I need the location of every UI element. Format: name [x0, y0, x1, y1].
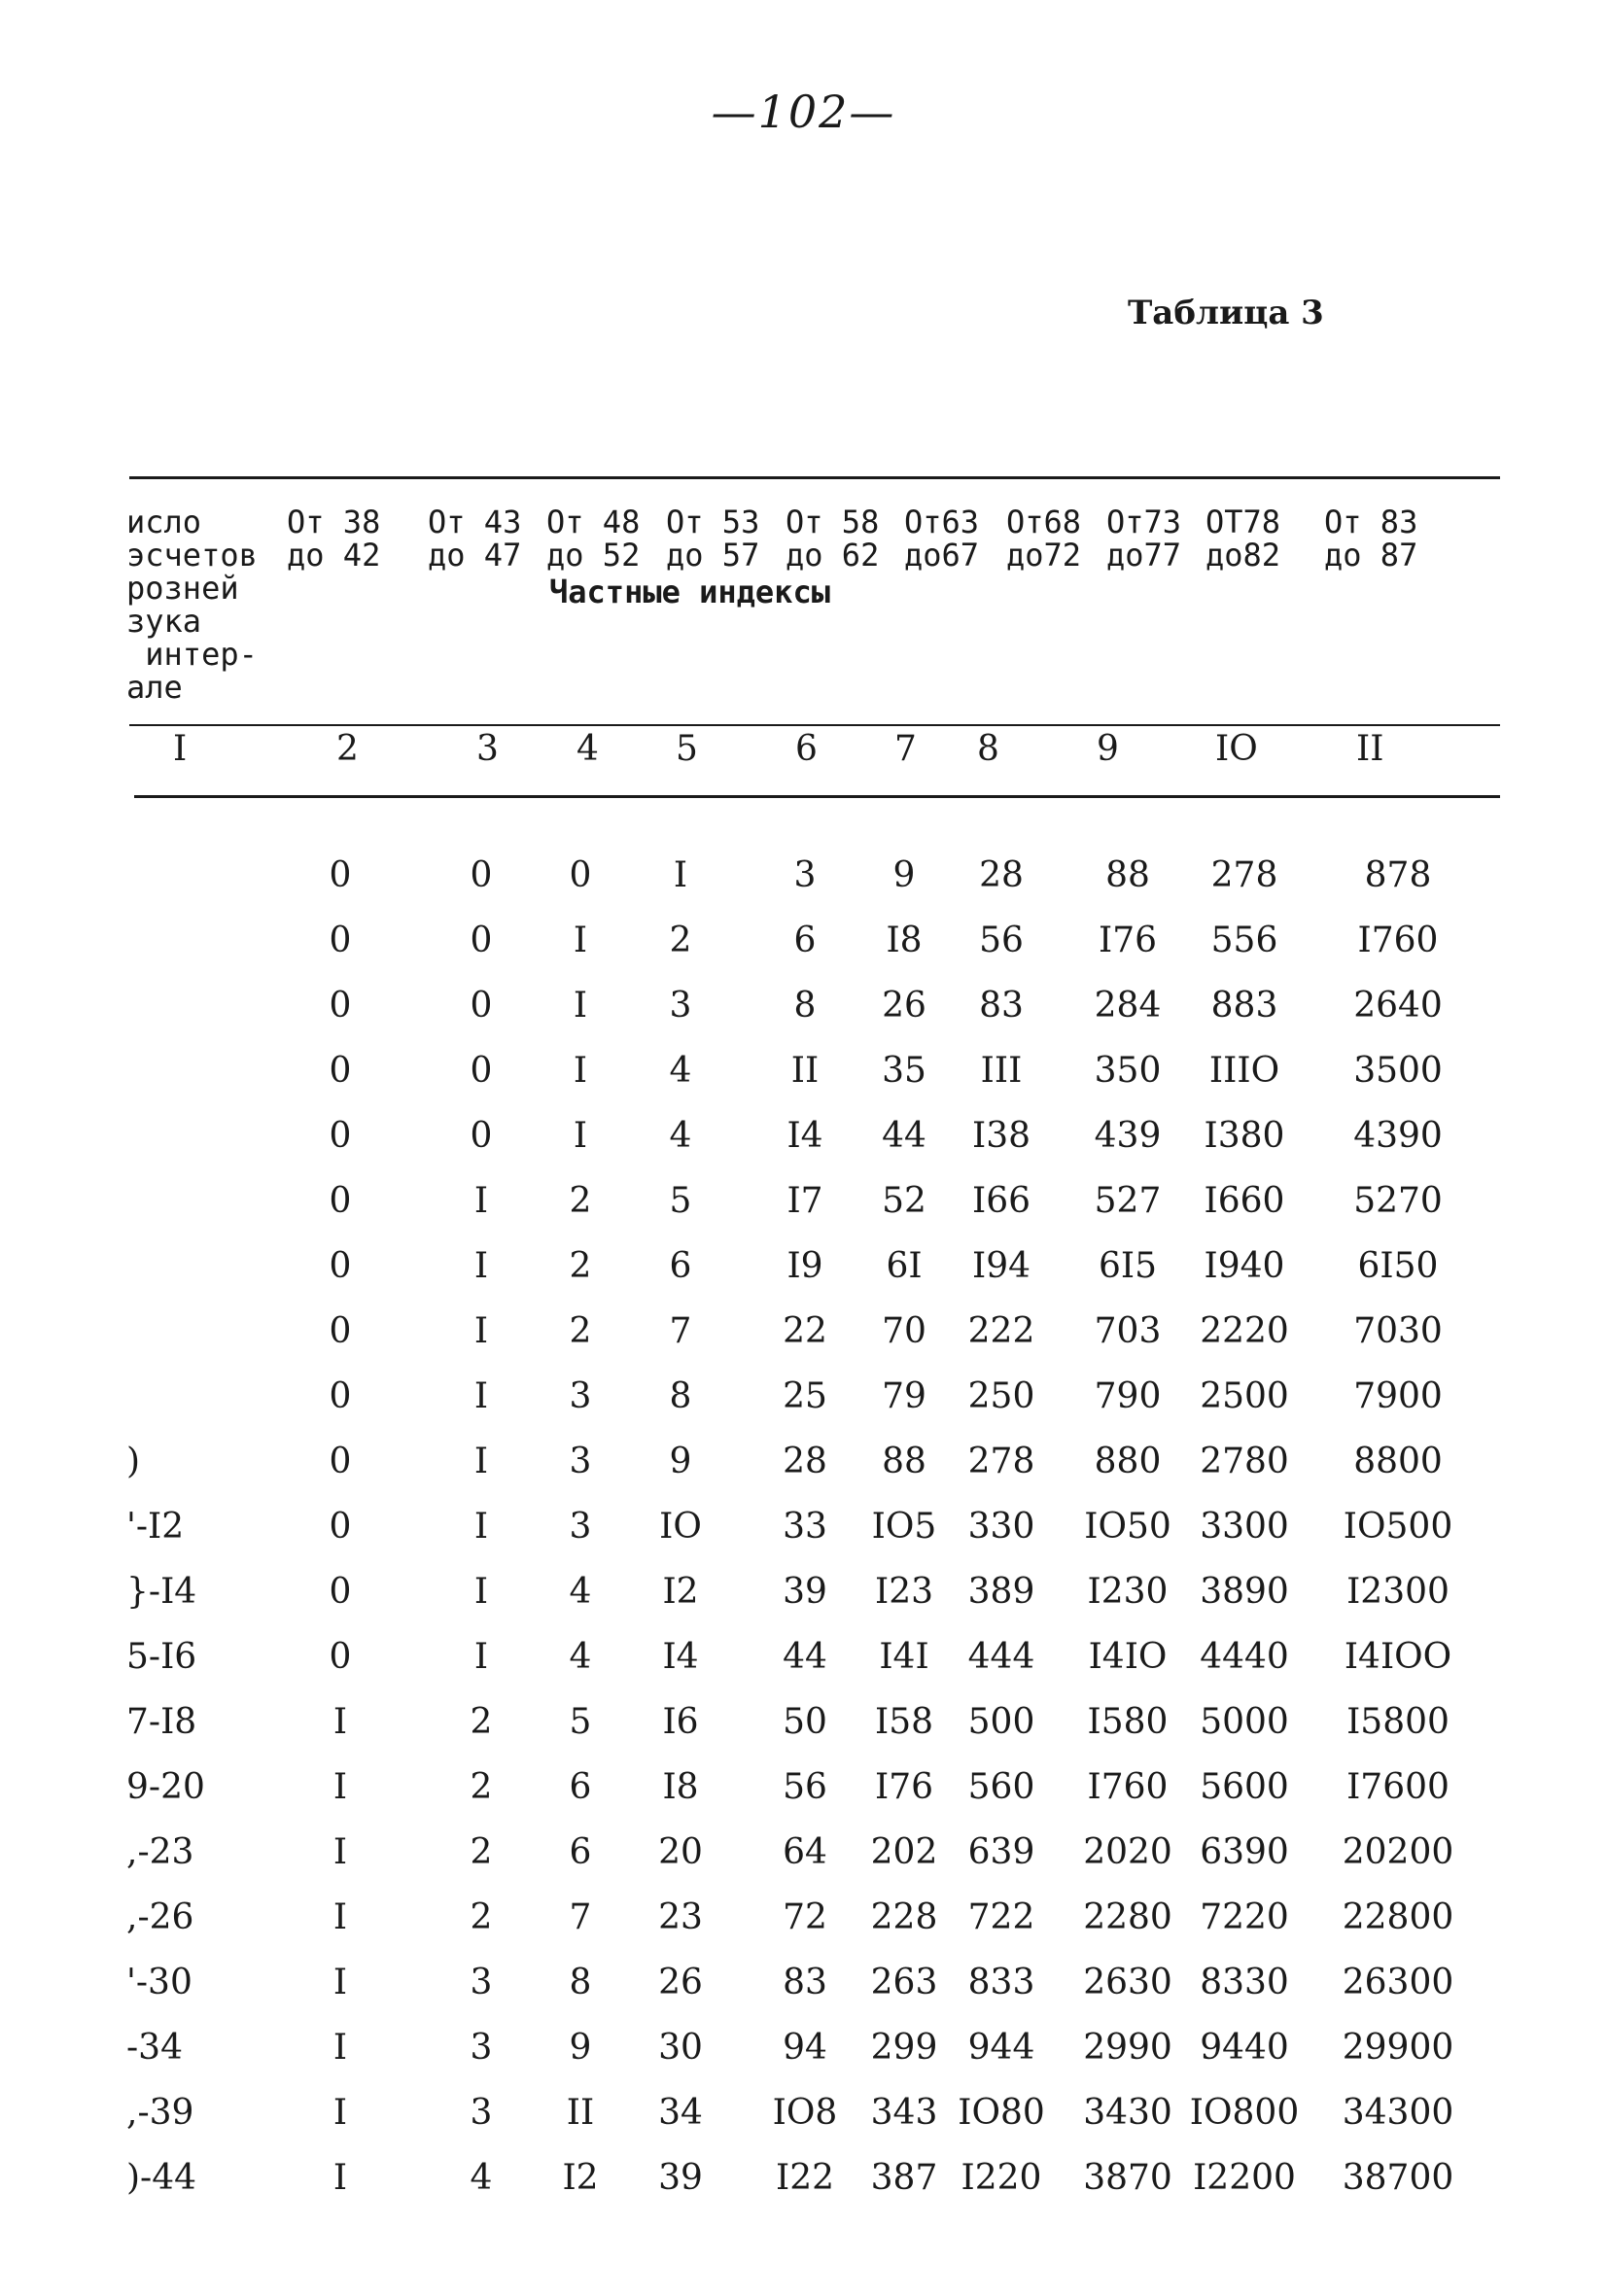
table-cell: 527 [1094, 1181, 1162, 1221]
table-cell: IO80 [958, 2093, 1045, 2133]
table-cell: 4390 [1353, 1116, 1443, 1156]
table-cell: 35 [882, 1051, 926, 1091]
table-cell: IO50 [1084, 1507, 1171, 1547]
table-cell: 2990 [1083, 2028, 1172, 2068]
table-cell: 9 [569, 2028, 592, 2068]
table-cell: I [332, 2028, 348, 2068]
table-cell: 34 [658, 2093, 703, 2133]
table-cell: 2 [669, 921, 692, 960]
table-cell: 343 [870, 2093, 938, 2133]
table-cell: IO [659, 1507, 702, 1547]
column-number: II [1356, 729, 1384, 769]
table-cell: 9440 [1200, 2028, 1289, 2068]
table-cell: I5800 [1346, 1702, 1450, 1742]
table-cell: 0 [329, 986, 352, 1026]
table-cell: 7030 [1353, 1311, 1443, 1351]
table-cell: 88 [882, 1442, 926, 1481]
table-cell: I [473, 1311, 489, 1351]
table-cell: 5 [669, 1181, 692, 1221]
table-cell: 26 [882, 986, 926, 1026]
table-cell: 0 [329, 1376, 352, 1416]
table-cell: 0 [329, 1311, 352, 1351]
table-cell: I580 [1087, 1702, 1169, 1742]
table-cell: 0 [329, 1572, 352, 1612]
table-cell: 0 [470, 986, 493, 1026]
table-cell: 3300 [1200, 1507, 1289, 1547]
table-cell: 0 [329, 1051, 352, 1091]
table-cell: I [332, 1767, 348, 1807]
table-cell: 3870 [1083, 2158, 1172, 2198]
table-cell: IO800 [1189, 2093, 1300, 2133]
table-cell: I230 [1087, 1572, 1169, 1612]
table-cell: 6 [569, 1767, 592, 1807]
table-cell: I [332, 1832, 348, 1872]
table-cell: I76 [874, 1767, 934, 1807]
table-cell: IO5 [871, 1507, 937, 1547]
first-column-header: исло эсчетов розней зука интер- але [126, 504, 258, 706]
table-cell: 2780 [1200, 1442, 1289, 1481]
table-cell: 6 [669, 1246, 692, 1286]
row-label: ,-23 [126, 1832, 194, 1872]
table-cell: 0 [329, 1442, 352, 1481]
table-caption: Таблица 3 [1128, 294, 1324, 332]
table-cell: 0 [329, 855, 352, 895]
column-number: 2 [336, 729, 359, 769]
row-label: }-I4 [126, 1572, 197, 1612]
subheader: Частные индексы [549, 574, 830, 610]
table-cell: 7220 [1200, 1897, 1289, 1937]
table-cell: 6I [886, 1246, 923, 1286]
table-cell: I6 [662, 1702, 699, 1742]
table-cell: 3 [470, 2093, 493, 2133]
column-header: От68 до72 [1006, 504, 1082, 574]
table-cell: I2 [562, 2158, 599, 2198]
table-cell: 26300 [1342, 1963, 1454, 2002]
table-cell: 28 [783, 1442, 827, 1481]
table-cell: I4 [662, 1637, 699, 1677]
table-cell: 2640 [1353, 986, 1443, 1026]
column-number: IO [1215, 729, 1258, 769]
table-cell: 0 [329, 1507, 352, 1547]
table-cell: I [473, 1572, 489, 1612]
table-cell: 202 [870, 1832, 938, 1872]
table-cell: 5000 [1200, 1702, 1289, 1742]
table-cell: 560 [967, 1767, 1035, 1807]
table-cell: 8800 [1353, 1442, 1443, 1481]
table-cell: I8 [886, 921, 923, 960]
table-cell: 2 [569, 1311, 592, 1351]
column-header: ОТ78 до82 [1205, 504, 1281, 574]
table-cell: 3500 [1353, 1051, 1443, 1091]
column-number: 8 [977, 729, 999, 769]
table-cell: I2200 [1193, 2158, 1296, 2198]
table-cell: 0 [470, 1116, 493, 1156]
column-number: 4 [576, 729, 599, 769]
table-cell: I [473, 1376, 489, 1416]
table-cell: 0 [329, 1246, 352, 1286]
table-cell: 3 [470, 2028, 493, 2068]
table-cell: I4 [786, 1116, 823, 1156]
table-cell: 29900 [1342, 2028, 1454, 2068]
table-cell: 0 [329, 1181, 352, 1221]
table-cell: 880 [1094, 1442, 1162, 1481]
table-cell: 8330 [1200, 1963, 1289, 2002]
table-cell: 556 [1210, 921, 1278, 960]
table-cell: I [473, 1507, 489, 1547]
column-header: От73 до77 [1106, 504, 1182, 574]
table-cell: 350 [1094, 1051, 1162, 1091]
row-label: ) [126, 1442, 141, 1481]
table-cell: 4 [569, 1637, 592, 1677]
table-cell: 790 [1094, 1376, 1162, 1416]
table-cell: 52 [882, 1181, 926, 1221]
table-cell: 833 [967, 1963, 1035, 2002]
table-cell: 0 [329, 921, 352, 960]
column-number: 7 [894, 729, 917, 769]
table-cell: 284 [1094, 986, 1162, 1026]
table-cell: 3 [470, 1963, 493, 2002]
table-cell: 5270 [1353, 1181, 1443, 1221]
table-cell: 500 [967, 1702, 1035, 1742]
table-cell: 0 [329, 1637, 352, 1677]
table-cell: II [790, 1051, 820, 1091]
table-cell: I [673, 855, 688, 895]
row-label: 5-I6 [126, 1637, 197, 1677]
table-cell: 44 [783, 1637, 827, 1677]
table-cell: 6 [569, 1832, 592, 1872]
table-cell: I [573, 1116, 588, 1156]
table-cell: 2 [470, 1702, 493, 1742]
table-cell: 6I50 [1357, 1246, 1439, 1286]
table-cell: 79 [882, 1376, 926, 1416]
table-cell: I38 [971, 1116, 1031, 1156]
table-cell: 387 [870, 2158, 938, 2198]
table-cell: 8 [793, 986, 817, 1026]
table-cell: 703 [1094, 1311, 1162, 1351]
row-label: 7-I8 [126, 1702, 197, 1742]
table-cell: I [332, 1963, 348, 2002]
header-rule [129, 724, 1500, 726]
table-cell: 56 [979, 921, 1024, 960]
table-cell: 88 [1105, 855, 1150, 895]
table-cell: 4440 [1200, 1637, 1289, 1677]
table-cell: 6390 [1200, 1832, 1289, 1872]
table-cell: 228 [870, 1897, 938, 1937]
column-number: 9 [1097, 729, 1119, 769]
table-cell: 2 [569, 1181, 592, 1221]
table-cell: 278 [967, 1442, 1035, 1481]
table-cell: I4IOO [1344, 1637, 1452, 1677]
table-cell: 8 [569, 1963, 592, 2002]
table-cell: 2280 [1083, 1897, 1172, 1937]
page-number: —102— [711, 86, 896, 138]
table-cell: I [473, 1442, 489, 1481]
table-cell: 3890 [1200, 1572, 1289, 1612]
table-cell: 2220 [1200, 1311, 1289, 1351]
column-header: От 38 до 42 [287, 504, 381, 574]
table-cell: IO8 [772, 2093, 838, 2133]
table-cell: I [573, 986, 588, 1026]
table-cell: 70 [882, 1311, 926, 1351]
table-cell: 2630 [1083, 1963, 1172, 2002]
table-cell: 83 [783, 1963, 827, 2002]
row-label: ,-26 [126, 1897, 194, 1937]
row-label: 9-20 [126, 1767, 205, 1807]
table-cell: I220 [961, 2158, 1042, 2198]
table-cell: 2 [470, 1832, 493, 1872]
table-cell: 39 [783, 1572, 827, 1612]
table-cell: 278 [1210, 855, 1278, 895]
table-cell: 7 [669, 1311, 692, 1351]
table-cell: 389 [967, 1572, 1035, 1612]
table-cell: 263 [870, 1963, 938, 2002]
table-cell: 50 [783, 1702, 827, 1742]
table-cell: I [573, 1051, 588, 1091]
table-cell: 72 [783, 1897, 827, 1937]
table-cell: I760 [1357, 921, 1439, 960]
table-cell: 5600 [1200, 1767, 1289, 1807]
table-cell: I4IO [1088, 1637, 1168, 1677]
table-cell: 9 [892, 855, 916, 895]
table-cell: I [573, 921, 588, 960]
table-cell: 2020 [1083, 1832, 1172, 1872]
table-cell: 94 [783, 2028, 827, 2068]
table-cell: 299 [870, 2028, 938, 2068]
table-cell: I7600 [1346, 1767, 1450, 1807]
row-label: -34 [126, 2028, 183, 2068]
table-cell: I [473, 1181, 489, 1221]
table-cell: 439 [1094, 1116, 1162, 1156]
row-label: )-44 [126, 2158, 197, 2198]
table-cell: I380 [1204, 1116, 1285, 1156]
table-cell: 3 [669, 986, 692, 1026]
column-header: От 53 до 57 [666, 504, 760, 574]
table-cell: 3430 [1083, 2093, 1172, 2133]
row-label: '-30 [126, 1963, 192, 2002]
table-cell: I4I [879, 1637, 929, 1677]
column-header: От 48 до 52 [546, 504, 641, 574]
table-cell: I [332, 1897, 348, 1937]
table-cell: 944 [967, 2028, 1035, 2068]
column-number: 3 [476, 729, 499, 769]
table-cell: IO500 [1343, 1507, 1453, 1547]
table-cell: 22 [783, 1311, 827, 1351]
table-cell: 4 [569, 1572, 592, 1612]
table-cell: I [332, 2158, 348, 2198]
table-cell: 33 [783, 1507, 827, 1547]
row-label: '-I2 [126, 1507, 185, 1547]
table-cell: I [332, 1702, 348, 1742]
table-cell: 34300 [1342, 2093, 1454, 2133]
table-cell: I660 [1204, 1181, 1285, 1221]
table-cell: 222 [967, 1311, 1035, 1351]
table-cell: 38700 [1342, 2158, 1454, 2198]
table-cell: 639 [967, 1832, 1035, 1872]
table-cell: I2300 [1346, 1572, 1450, 1612]
table-cell: 3 [569, 1507, 592, 1547]
table-cell: I760 [1087, 1767, 1169, 1807]
row-label: ,-39 [126, 2093, 194, 2133]
table-cell: 2 [569, 1246, 592, 1286]
table-cell: 6 [793, 921, 817, 960]
table-cell: 4 [669, 1051, 692, 1091]
table-cell: 0 [470, 921, 493, 960]
table-cell: I94 [971, 1246, 1031, 1286]
table-cell: 20200 [1342, 1832, 1454, 1872]
column-header: От 43 до 47 [428, 504, 522, 574]
table-cell: I [332, 2093, 348, 2133]
table-cell: 26 [658, 1963, 703, 2002]
table-cell: 4 [470, 2158, 493, 2198]
table-cell: 6I5 [1098, 1246, 1158, 1286]
table-cell: 444 [967, 1637, 1035, 1677]
table-cell: 83 [979, 986, 1024, 1026]
table-cell: I76 [1098, 921, 1158, 960]
table-cell: 64 [783, 1832, 827, 1872]
table-cell: I8 [662, 1767, 699, 1807]
table-cell: I940 [1204, 1246, 1285, 1286]
column-number: 6 [795, 729, 818, 769]
colnum-rule [134, 795, 1500, 798]
table-cell: III [980, 1051, 1023, 1091]
table-cell: I22 [775, 2158, 835, 2198]
table-cell: I23 [874, 1572, 934, 1612]
table-cell: 2500 [1200, 1376, 1289, 1416]
table-cell: I2 [662, 1572, 699, 1612]
table-cell: 8 [669, 1376, 692, 1416]
table-cell: I58 [874, 1702, 934, 1742]
table-cell: 23 [658, 1897, 703, 1937]
column-header: От 83 до 87 [1324, 504, 1418, 574]
table-cell: 5 [569, 1702, 592, 1742]
table-cell: 25 [783, 1376, 827, 1416]
top-rule [129, 476, 1500, 479]
table-cell: 7 [569, 1897, 592, 1937]
table-cell: I7 [786, 1181, 823, 1221]
table-cell: 878 [1364, 855, 1432, 895]
column-number: 5 [676, 729, 698, 769]
table-cell: I [473, 1246, 489, 1286]
table-cell: 28 [979, 855, 1024, 895]
table-cell: I66 [971, 1181, 1031, 1221]
table-cell: IIIO [1208, 1051, 1280, 1091]
table-cell: I [473, 1637, 489, 1677]
table-cell: 4 [669, 1116, 692, 1156]
table-cell: 2 [470, 1897, 493, 1937]
table-cell: 9 [669, 1442, 692, 1481]
table-cell: 250 [967, 1376, 1035, 1416]
column-number: I [173, 729, 188, 769]
table-cell: 30 [658, 2028, 703, 2068]
table-cell: 7900 [1353, 1376, 1443, 1416]
table-cell: II [566, 2093, 595, 2133]
table-cell: 0 [470, 855, 493, 895]
table-cell: 0 [470, 1051, 493, 1091]
table-cell: 722 [967, 1897, 1035, 1937]
table-cell: 3 [569, 1376, 592, 1416]
table-cell: I9 [786, 1246, 823, 1286]
table-cell: 0 [569, 855, 592, 895]
table-cell: 2 [470, 1767, 493, 1807]
table-cell: 3 [569, 1442, 592, 1481]
table-cell: 22800 [1342, 1897, 1454, 1937]
table-cell: 56 [783, 1767, 827, 1807]
table-cell: 44 [882, 1116, 926, 1156]
table-cell: 20 [658, 1832, 703, 1872]
column-header: От 58 до 62 [786, 504, 880, 574]
table-cell: 39 [658, 2158, 703, 2198]
table-cell: 330 [967, 1507, 1035, 1547]
column-header: От63 до67 [904, 504, 980, 574]
table-cell: 883 [1210, 986, 1278, 1026]
table-cell: 3 [793, 855, 817, 895]
table-cell: 0 [329, 1116, 352, 1156]
